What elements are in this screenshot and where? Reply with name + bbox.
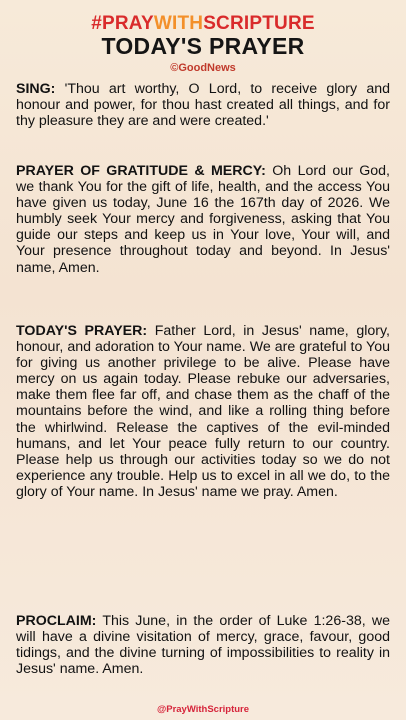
header	[0, 0, 406, 74]
section-proclaim-text: This June, in the order of Luke 1:26-38, we will have a divine visitation of mercy, grace, favour, good tidings, and the divine turning of impossibilities to reality in Jesus' name. Amen.	[16, 613, 390, 678]
section-todays-prayer-text: Father Lord, in Jesus' name, glory, honour, and adoration to Your name. We are grateful to You for giving us another privilege to be alive. Please have mercy on us again today. Please rebuke our adversaries, make them flee far off, and chase them as the chaff of the mountains before the wind, and like a rolling thing before the whirlwind. Release the captives of the evil-minded humans, and let Your peace fully return to our country. Please help us through our activities today so we do not experience any trouble. Help us to excel in all we do, to the glory of Your name. In Jesus' name we pray. Amen.	[16, 323, 390, 500]
section-gratitude-lead: PRAYER OF GRATITUDE & MERCY:	[16, 163, 266, 179]
page-title: TODAY'S PRAYER	[101, 33, 305, 59]
hashtag-part-with: WITH	[153, 13, 204, 34]
section-sing	[16, 81, 390, 129]
source-credit: ©GoodNews	[170, 62, 236, 74]
hashtag-part-pray: PRAY	[101, 13, 154, 34]
section-todays-prayer	[16, 323, 390, 500]
section-gratitude	[16, 163, 390, 276]
section-sing-lead: SING:	[16, 81, 56, 97]
section-gratitude-text: Oh Lord our God, we thank You for the gift of life, health, and the access You have given us today, June 16 the 167th day of 2026. We humbly seek Your mercy and forgiveness, asking that You guide our steps and keep us in Your love, Your will, and Your presence throughout today and beyond. In Jesus' name, Amen.	[16, 163, 390, 276]
hashtag-part-scripture: SCRIPTURE	[203, 13, 315, 34]
hashtag-symbol: #	[91, 13, 102, 34]
section-proclaim	[16, 613, 390, 677]
section-proclaim-lead: PROCLAIM:	[16, 613, 97, 629]
footer-credit: @PrayWithScripture	[156, 704, 250, 715]
section-todays-prayer-lead: TODAY'S PRAYER:	[16, 323, 148, 339]
hashtag-title	[0, 14, 406, 34]
section-sing-text: 'Thou art worthy, O Lord, to receive glory and honour and power, for thou hast created all things, and for thy pleasure they are and were created.'	[16, 81, 390, 130]
